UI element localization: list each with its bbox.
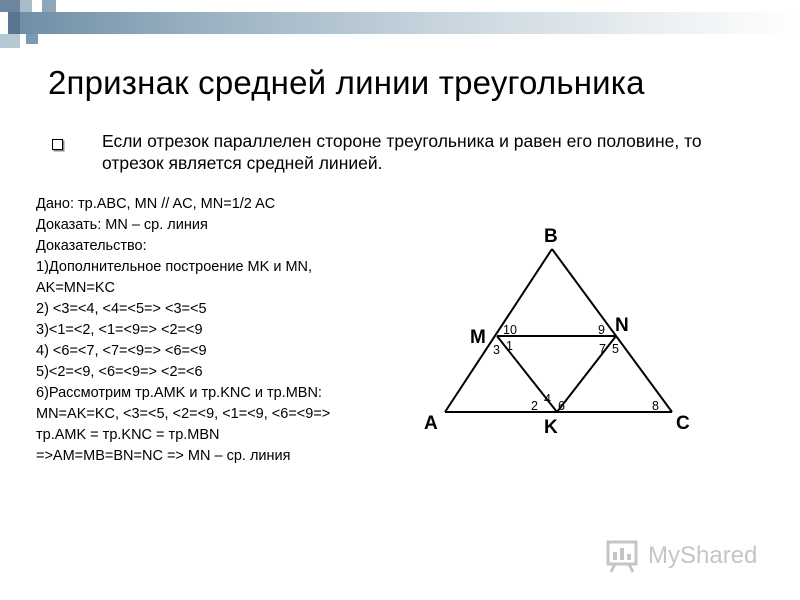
decor-square <box>0 34 20 48</box>
proof-line: тр.AMK = тр.KNC = тр.MBN <box>36 427 220 443</box>
myshared-logo-icon <box>605 538 645 574</box>
proof-line: 3)<1=<2, <1=<9=> <2=<9 <box>36 322 203 338</box>
vertex-label-c: C <box>676 413 690 434</box>
vertex-label-n: N <box>615 315 629 336</box>
decor-square <box>42 0 56 12</box>
proof-line: 4) <6=<7, <7=<9=> <6=<9 <box>36 343 207 359</box>
angle-label-5: 5 <box>612 342 619 356</box>
decor-square <box>0 0 20 12</box>
triangle-diagram <box>410 215 710 445</box>
proof-line: Дано: тр.ABC, MN // AC, MN=1/2 AC <box>36 196 276 212</box>
angle-label-3: 3 <box>493 343 500 357</box>
angle-label-10: 10 <box>503 323 517 337</box>
segment-nk <box>557 336 616 412</box>
decor-square <box>20 0 32 12</box>
theorem-statement: Если отрезок параллелен стороне треугольника и равен его половине, то отрезок является средней линией. <box>102 131 702 173</box>
angle-label-9: 9 <box>598 323 605 337</box>
proof-line: AK=MN=KC <box>36 280 115 296</box>
header-gradient-bar <box>20 12 800 34</box>
side-ab <box>445 249 552 412</box>
vertex-label-b: B <box>544 226 558 247</box>
proof-line: Доказательство: <box>36 238 147 254</box>
proof-line: 2) <3=<4, <4=<5=> <3=<5 <box>36 301 207 317</box>
angle-label-4: 4 <box>544 392 551 406</box>
vertex-label-m: M <box>470 327 486 348</box>
header-decoration <box>0 0 800 50</box>
bullet-square-icon <box>52 139 63 150</box>
angle-label-7: 7 <box>599 342 606 356</box>
watermark <box>605 536 770 576</box>
vertex-label-a: A <box>424 413 438 434</box>
proof-line: 6)Рассмотрим тр.AMK и тр.KNC и тр.MBN: <box>36 385 322 401</box>
proof-line: 5)<2=<9, <6=<9=> <2=<6 <box>36 364 203 380</box>
angle-label-8: 8 <box>652 399 659 413</box>
slide-title: 2признак средней линии треугольника <box>48 64 645 101</box>
decor-square <box>26 34 38 44</box>
proof-line: 1)Дополнительное построение MK и MN, <box>36 259 313 275</box>
angle-label-6: 6 <box>558 399 565 413</box>
proof-line: MN=AK=KC, <3=<5, <2=<9, <1=<9, <6=<9=> <box>36 406 331 422</box>
proof-line: Доказать: MN – ср. линия <box>36 217 208 233</box>
decor-square <box>8 12 20 34</box>
vertex-label-k: K <box>544 417 558 438</box>
angle-label-1: 1 <box>506 339 513 353</box>
side-bc <box>552 249 672 412</box>
proof-line: =>AM=MB=BN=NC => MN – ср. линия <box>36 448 291 464</box>
angle-label-2: 2 <box>531 399 538 413</box>
watermark-text: MyShared <box>648 542 758 569</box>
proof-text <box>36 194 456 467</box>
